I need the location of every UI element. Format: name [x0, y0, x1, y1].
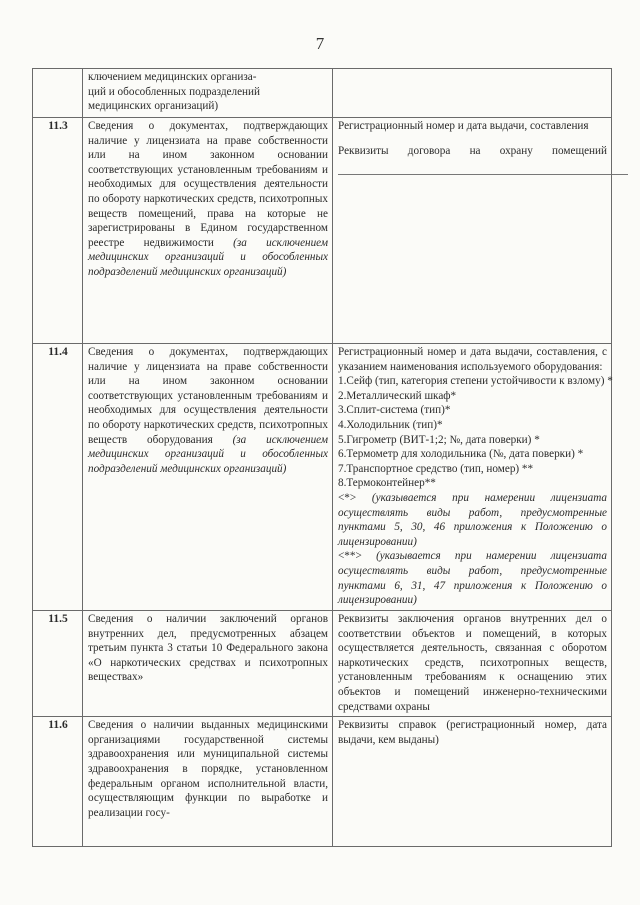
- footnote-double-star: [338, 549, 607, 607]
- equipment-item: 1.Сейф (тип, категория степени устойчивости к взлому) *: [338, 375, 613, 388]
- footnote-text: (указывается при намерении лицензиата осуществлять виды работ, предусмотренные пунктами 5, 30, 46 приложения к Положению о лицензировании): [338, 491, 607, 548]
- row-number: [33, 69, 83, 118]
- requisites-intro: Регистрационный номер и дата выдачи, составления, с указанием наименования используемого оборудования:: [338, 346, 607, 373]
- page-number: 7: [315, 34, 325, 53]
- footnote-text: (указывается при намерении лицензиата осуществлять виды работ, предусмотренные пунктами 6, 31, 47 приложения к Положению о лицензировании): [338, 550, 607, 607]
- requisites-line: Регистрационный номер и дата выдачи, составления: [338, 120, 589, 132]
- row-name-text: Сведения о документах, подтверждающих наличие у лицензиата на праве собственности или на ином законном основании соответствующих установленным требованиям и необходимых для осуществления деятельности по обороту наркотических средств, психотропных веществ оборудования: [88, 346, 328, 446]
- row-requisites-cell: [333, 118, 612, 344]
- footnote-mark: <**>: [338, 550, 377, 563]
- row-requisites-cell: Реквизиты справок (регистрационный номер, дата выдачи, кем выданы): [333, 717, 612, 847]
- row-name-cell: [83, 344, 333, 611]
- row-requisites-cell: Реквизиты заключения органов внутренних дел о соответствии объектов и помещений, в которых осуществляется деятельность, связанная с оборотом наркотических средств, психотропных веществ, установленным требованиям к оснащению этих объектов и помещений инженерно-техническими средствами охраны: [333, 611, 612, 717]
- equipment-item: 7.Транспортное средство (тип, номер) **: [338, 462, 534, 475]
- equipment-item: 8.Термоконтейнер**: [338, 477, 436, 490]
- equipment-item: 2.Металлический шкаф*: [338, 389, 457, 402]
- table-row: [33, 611, 612, 717]
- footnote-mark: <*>: [338, 491, 372, 504]
- row-number: 11.4: [33, 344, 83, 611]
- equipment-item: 5.Гигрометр (ВИТ-1;2; №, дата поверки) *: [338, 433, 540, 446]
- table-row: [33, 69, 612, 118]
- row-number: 11.5: [33, 611, 83, 717]
- equipment-item: 6.Термометр для холодильника (№, дата поверки) *: [338, 448, 584, 461]
- row-name-line: ций и обособленных подразделений: [88, 85, 260, 98]
- table-row: [33, 118, 612, 344]
- row-requisites-cell: [333, 344, 612, 611]
- row-number: 11.3: [33, 118, 83, 344]
- row-name-line: медицинских организаций): [88, 100, 219, 113]
- row-name-cell: Сведения о наличии выданных медицинскими организациями государственной системы здравоохранения или муниципальной системы здравоохранения в порядке, установленном федеральным органом исполнительной власти, осуществляющим функции по выработке и реализации госу-: [83, 717, 333, 847]
- row-name-text: Сведения о документах, подтверждающих наличие у лицензиата на праве собственности или на ином законном основании соответствующих установленным требованиям и необходимых для осуществления деятельности по обороту наркотических средств, психотропных веществ помещений, права на которые не зарегистрированы в Едином государственном реестре недвижимости: [88, 120, 328, 249]
- row-name-cell: [83, 118, 333, 344]
- footnote-single-star: [338, 491, 607, 549]
- requirements-table: [32, 68, 612, 847]
- table-row: [33, 717, 612, 847]
- fill-in-line: [338, 164, 628, 175]
- row-requisites-cell: [333, 69, 612, 118]
- row-name-cell: Сведения о наличии заключений органов внутренних дел, предусмотренных абзацем третьим пункта 3 статьи 10 Федерального закона «О наркотических средствах и психотропных веществах»: [83, 611, 333, 717]
- table-row: [33, 344, 612, 611]
- equipment-item: 3.Сплит-система (тип)*: [338, 404, 451, 417]
- row-number: 11.6: [33, 717, 83, 847]
- row-name-exception: (за исключением медицинских организаций и обособленных подразделений медицинских организаций): [88, 433, 329, 475]
- row-name-cell: [83, 69, 333, 118]
- row-name-line: ключением медицинских организа-: [88, 71, 257, 83]
- row-name-exception: (за исключением медицинских организаций и обособленных подразделений медицинских организаций): [88, 236, 329, 278]
- equipment-item: 4.Холодильник (тип)*: [338, 418, 443, 431]
- requisites-line: Реквизиты договора на охрану помещений: [338, 144, 607, 157]
